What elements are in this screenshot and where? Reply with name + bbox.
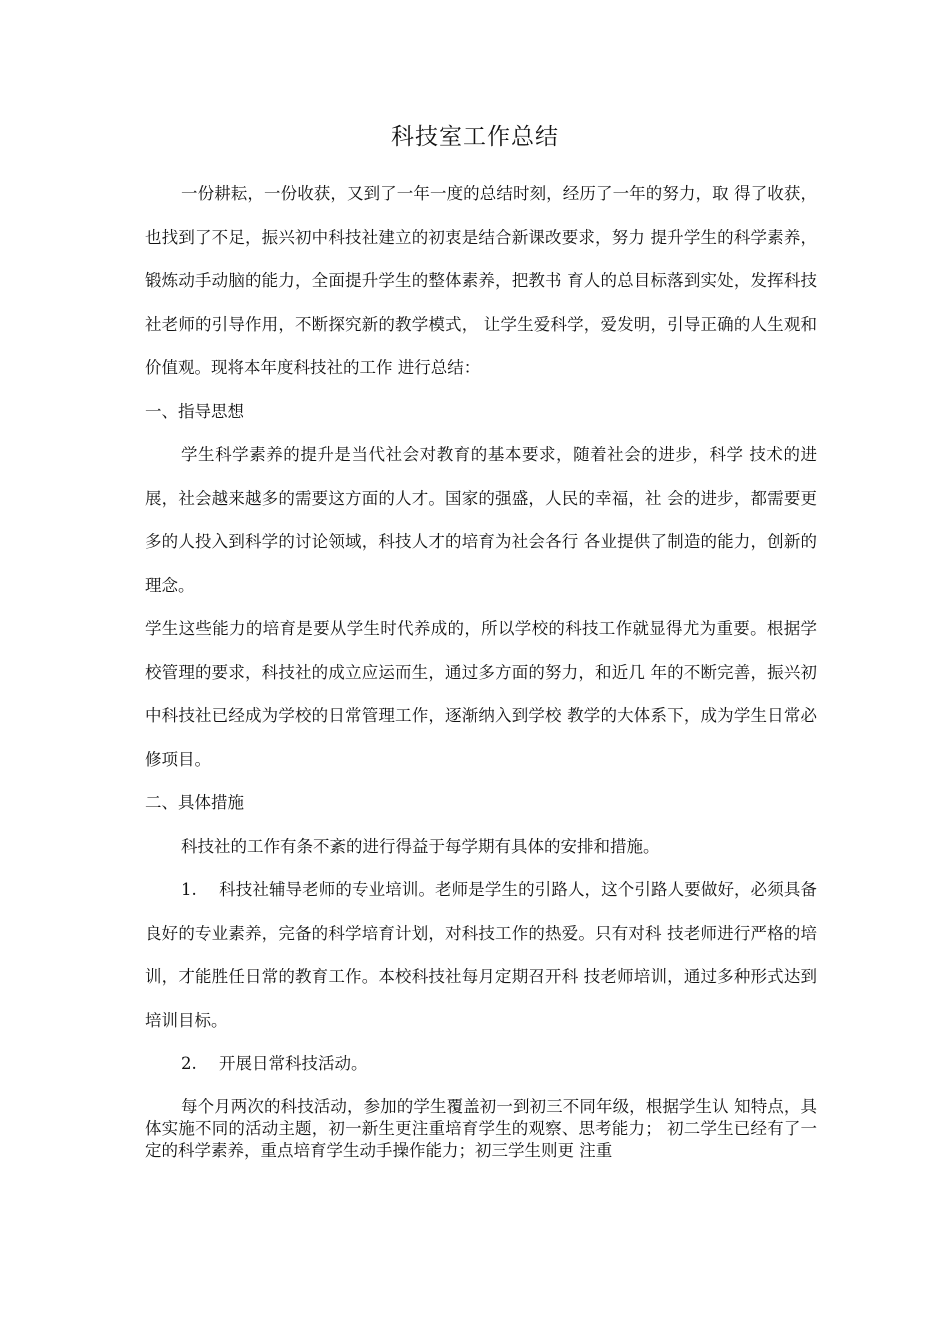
section1-paragraph-1: 学生科学素养的提升是当代社会对教育的基本要求，随着社会的进步，科学 技术的进展，社会越来越多的需要这方面的人才。国家的强盛，人民的幸福，社 会的进步，都需要更多的人投入到科学的讨论领域，科技人才的培育为社会各行 各业提供了制造的能力，创新的理念。 xyxy=(145,445,817,595)
list-item-daily-activities xyxy=(145,1042,817,1086)
document-body xyxy=(145,172,817,1162)
list-item-number: 1. xyxy=(181,880,197,899)
list-item-number: 2. xyxy=(181,1054,197,1073)
activity-detail-paragraph: 每个月两次的科技活动，参加的学生覆盖初一到初三不同年级，根据学生认 知特点，具体实施不同的活动主题，初一新生更注重培育学生的观察、思考能力； 初二学生已经有了一定的科学素养，重点培育学生动手操作能力；初三学生则更 注重 xyxy=(145,1096,817,1160)
section-heading-guiding-ideology: 一、指导思想 xyxy=(145,401,244,421)
list-item-text: 开展日常科技活动。 xyxy=(219,1054,368,1073)
section1-paragraph-2: 学生这些能力的培育是要从学生时代养成的，所以学校的科技工作就显得尤为重要。根据学校管理的要求，科技社的成立应运而生，通过多方面的努力，和近几 年的不断完善，振兴初中科技社已经成为学校的日常管理工作，逐渐纳入到学校 教学的大体系下，成为学生日常必修项目。 xyxy=(145,619,817,769)
list-item-teacher-training xyxy=(145,868,817,1042)
section2-intro-paragraph: 科技社的工作有条不紊的进行得益于每学期有具体的安排和措施。 xyxy=(181,836,660,856)
document-title: 科技室工作总结 xyxy=(391,124,559,150)
intro-paragraph: 一份耕耘，一份收获，又到了一年一度的总结时刻，经历了一年的努力，取 得了收获，也找到了不足，振兴初中科技社建立的初衷是结合新课改要求，努力 提升学生的科学素养，锻炼动手动脑的能力，全面提升学生的整体素养，把教书 育人的总目标落到实处，发挥科技社老师的引导作用，不断探究新的教学模式， 让学生爱科学，爱发明，引导正确的人生观和价值观。现将本年度科技社的工作 进行总结： xyxy=(145,184,817,377)
list-item-text: 科技社辅导老师的专业培训。老师是学生的引路人，这个引路人要做好，必须具备良好的专业素养，完备的科学培育计划，对科技工作的热爱。只有对科 技老师进行严格的培训，才能胜任日常的教育工作。本校科技社每月定期召开科 技老师培训，通过多种形式达到培训目标。 xyxy=(145,880,817,1030)
section-heading-specific-measures: 二、具体措施 xyxy=(145,793,244,812)
